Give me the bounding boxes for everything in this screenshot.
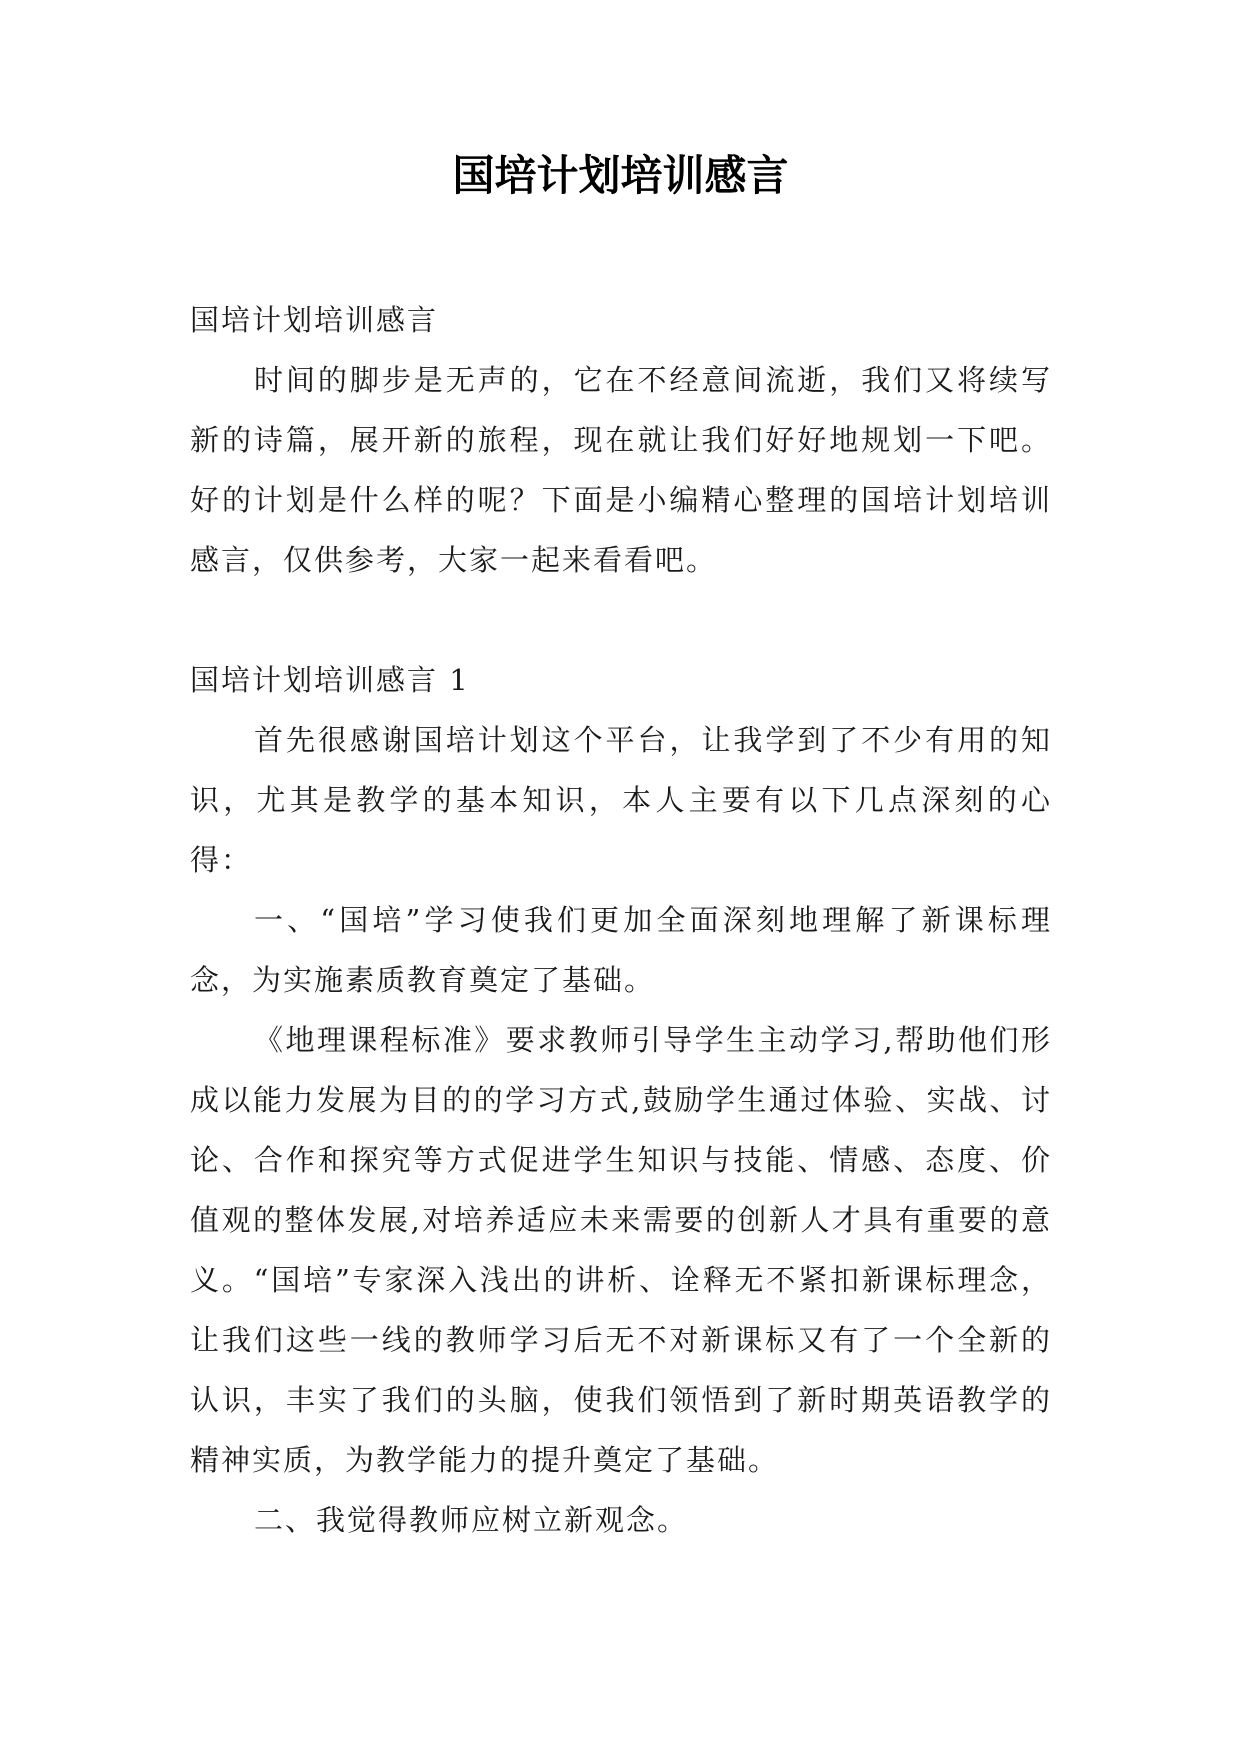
body-paragraph: 首先很感谢国培计划这个平台，让我学到了不少有用的知识，尤其是教学的基本知识，本人主要有以下几点深刻的心得： bbox=[190, 723, 1052, 877]
section-heading: 国培计划培训感言 1 bbox=[190, 663, 470, 697]
document-body bbox=[190, 290, 1052, 1550]
document-title: 国培计划培训感言 bbox=[452, 151, 789, 200]
body-paragraph: 二、我觉得教师应树立新观念。 bbox=[254, 1503, 689, 1537]
subheading: 国培计划培训感言 bbox=[190, 303, 439, 337]
body-paragraph: 一、“国培”学习使我们更加全面深刻地理解了新课标理念，为实施素质教育奠定了基础。 bbox=[190, 903, 1052, 997]
intro-paragraph: 时间的脚步是无声的，它在不经意间流逝，我们又将续写新的诗篇，展开新的旅程，现在就让我们好好地规划一下吧。好的计划是什么样的呢？下面是小编精心整理的国培计划培训感言，仅供参考，大家一起来看看吧。 bbox=[190, 363, 1052, 577]
body-paragraph: 《地理课程标准》要求教师引导学生主动学习,帮助他们形成以能力发展为目的的学习方式,鼓励学生通过体验、实战、讨论、合作和探究等方式促进学生知识与技能、情感、态度、价值观的整体发展,对培养适应未来需要的创新人才具有重要的意义。“国培”专家深入浅出的讲析、诠释无不紧扣新课标理念，让我们这些一线的教师学习后无不对新课标又有了一个全新的认识，丰实了我们的头脑，使我们领悟到了新时期英语教学的精神实质，为教学能力的提升奠定了基础。 bbox=[190, 1023, 1052, 1477]
